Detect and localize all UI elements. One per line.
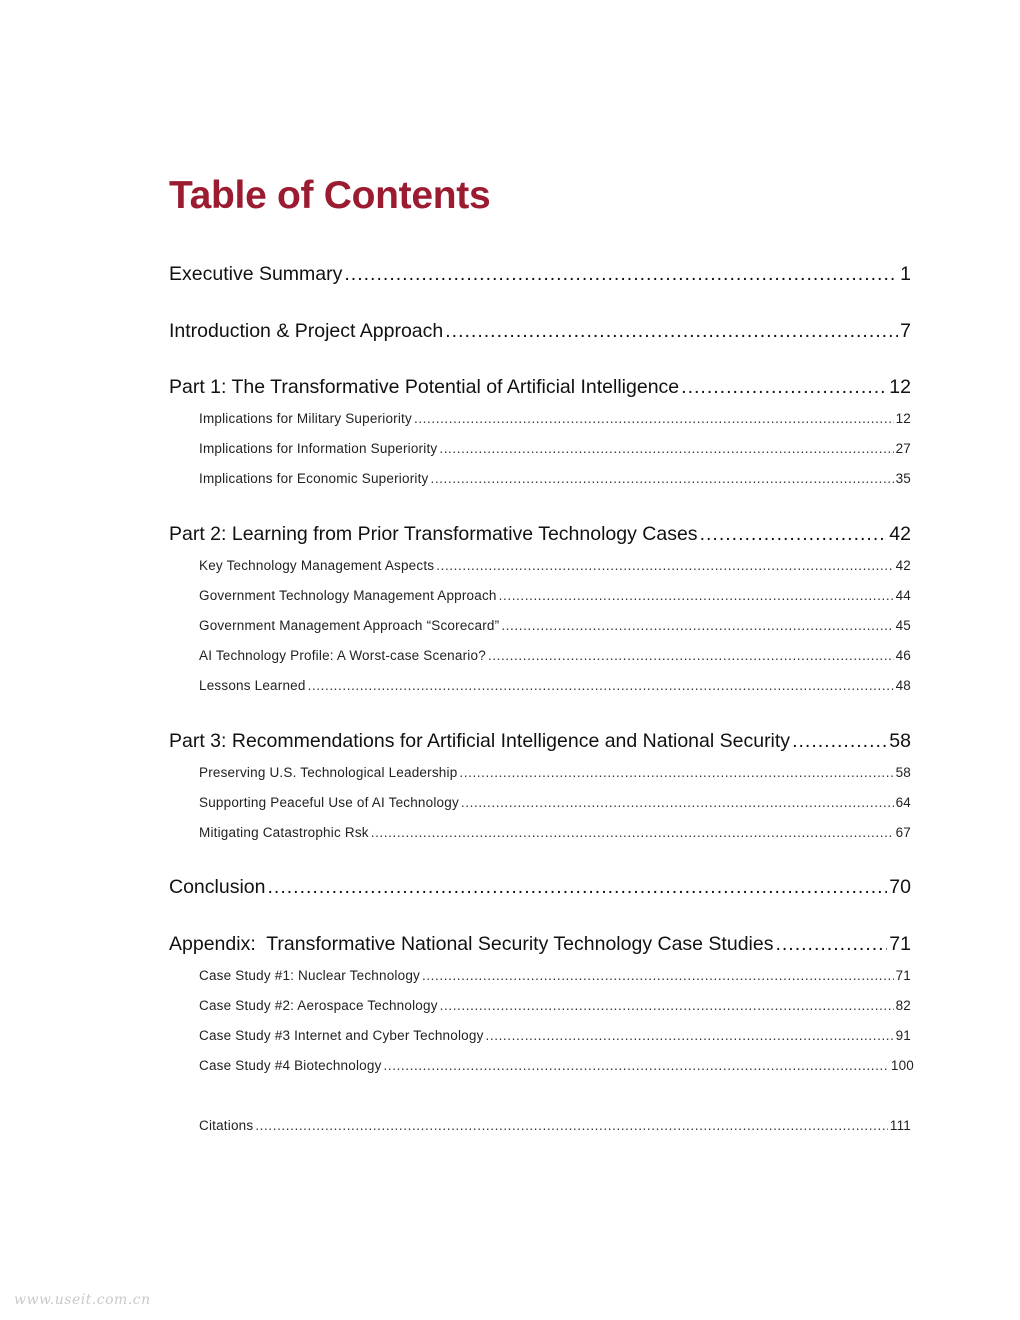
toc-entry-label: Case Study #1: Nuclear Technology <box>199 968 420 983</box>
toc-entry-label: Executive Summary <box>169 263 343 285</box>
dot-leader <box>430 469 893 489</box>
toc-subentry-aerospace[interactable] <box>199 996 911 1016</box>
toc-entry-label: Part 2: Learning from Prior Transformative Technology Cases <box>169 523 698 545</box>
toc-page-number: 58 <box>895 765 911 780</box>
toc-page-number: 71 <box>889 933 911 955</box>
toc-page-number: 70 <box>889 876 911 898</box>
dot-leader <box>267 873 887 901</box>
toc-page-number: 7 <box>900 320 911 342</box>
toc-page-number: 67 <box>895 825 911 840</box>
dot-leader <box>461 793 894 813</box>
toc-entry-label: Implications for Economic Superiority <box>199 471 429 486</box>
toc-entry-introduction[interactable] <box>169 317 911 345</box>
toc-page-number: 42 <box>895 558 911 573</box>
toc-page-number: 44 <box>895 588 911 603</box>
toc-page-number: 111 <box>889 1118 911 1133</box>
toc-entry-label: Case Study #4 Biotechnology <box>199 1058 382 1073</box>
toc-entry-label: Part 3: Recommendations for Artificial Intelligence and National Security <box>169 730 791 752</box>
toc-subentry-biotechnology[interactable] <box>199 1056 914 1076</box>
toc-page-number: 1 <box>900 263 911 285</box>
toc-subentry-military-superiority[interactable] <box>199 409 911 429</box>
dot-leader <box>681 373 887 401</box>
dot-leader <box>414 409 894 429</box>
toc-entry-label: Implications for Information Superiority <box>199 441 438 456</box>
toc-subentry-technological-leadership[interactable] <box>199 763 911 783</box>
dot-leader <box>499 586 894 606</box>
toc-page-number: 42 <box>889 523 911 545</box>
toc-entry-executive-summary[interactable] <box>169 260 911 288</box>
dot-leader <box>700 520 888 548</box>
toc-page-number: 12 <box>895 411 911 426</box>
dot-leader <box>422 966 894 986</box>
dot-leader <box>440 996 894 1016</box>
toc-page-number: 58 <box>889 730 911 752</box>
page-title: Table of Contents <box>169 174 491 217</box>
toc-entry-label: Case Study #3 Internet and Cyber Technology <box>199 1028 484 1043</box>
toc-subentry-scorecard[interactable] <box>199 616 911 636</box>
toc-page-number: 12 <box>889 376 911 398</box>
dot-leader <box>486 1026 894 1046</box>
toc-entry-label: Appendix: Transformative National Security Technology Case Studies <box>169 933 774 955</box>
dot-leader <box>792 727 887 755</box>
toc-entry-label: Key Technology Management Aspects <box>199 558 435 573</box>
toc-subentry-internet-cyber[interactable] <box>199 1026 911 1046</box>
toc-entry-conclusion[interactable] <box>169 873 911 901</box>
dot-leader <box>445 317 898 345</box>
toc-page-number: 46 <box>895 648 911 663</box>
dot-leader <box>344 260 898 288</box>
toc-subentry-peaceful-use[interactable] <box>199 793 911 813</box>
dot-leader <box>439 439 893 459</box>
dot-leader <box>501 616 893 636</box>
toc-page-number: 82 <box>895 998 911 1013</box>
toc-entry-part-1[interactable] <box>169 373 911 401</box>
toc-subentry-information-superiority[interactable] <box>199 439 911 459</box>
dot-leader <box>384 1056 889 1076</box>
toc-entry-label: Part 1: The Transformative Potential of Artificial Intelligence <box>169 376 680 398</box>
toc-entry-label: Supporting Peaceful Use of AI Technology <box>199 795 459 810</box>
toc-subentry-key-aspects[interactable] <box>199 556 911 576</box>
toc-subentry-economic-superiority[interactable] <box>199 469 911 489</box>
dot-leader <box>775 930 887 958</box>
toc-subentry-nuclear[interactable] <box>199 966 911 986</box>
dot-leader <box>436 556 893 576</box>
toc-page-number: 35 <box>895 471 911 486</box>
toc-subentry-lessons-learned[interactable] <box>199 676 911 696</box>
dot-leader <box>459 763 893 783</box>
dot-leader <box>488 646 894 666</box>
toc-page-number: 71 <box>895 968 911 983</box>
toc-subentry-worst-case[interactable] <box>199 646 911 666</box>
toc-entry-part-2[interactable] <box>169 520 911 548</box>
dot-leader <box>371 823 894 843</box>
toc-entry-label: Preserving U.S. Technological Leadership <box>199 765 458 780</box>
toc-entry-label: Government Technology Management Approach <box>199 588 497 603</box>
dot-leader <box>255 1116 888 1136</box>
toc-entry-label: Lessons Learned <box>199 678 306 693</box>
toc-entry-label: Implications for Military Superiority <box>199 411 412 426</box>
toc-entry-label: AI Technology Profile: A Worst-case Scenario? <box>199 648 486 663</box>
toc-subentry-catastrophic-risk[interactable] <box>199 823 911 843</box>
toc-page-number: 91 <box>895 1028 911 1043</box>
toc-entry-label: Government Management Approach “Scorecard” <box>199 618 500 633</box>
toc-entry-label: Introduction & Project Approach <box>169 320 444 342</box>
watermark: www.useit.com.cn <box>14 1292 151 1308</box>
toc-entry-part-3[interactable] <box>169 727 911 755</box>
toc-entry-appendix[interactable] <box>169 930 911 958</box>
dot-leader <box>308 676 894 696</box>
toc-entry-label: Conclusion <box>169 876 266 898</box>
toc-entry-label: Mitigating Catastrophic Rsk <box>199 825 369 840</box>
toc-page-number: 64 <box>895 795 911 810</box>
toc-page-number: 48 <box>895 678 911 693</box>
toc-page-number: 45 <box>895 618 911 633</box>
toc-entry-label: Case Study #2: Aerospace Technology <box>199 998 438 1013</box>
toc-entry-label: Citations <box>199 1118 254 1133</box>
toc-subentry-government-approach[interactable] <box>199 586 911 606</box>
toc-subentry-citations[interactable] <box>199 1116 911 1136</box>
toc-page-number: 27 <box>895 441 911 456</box>
toc-page-number: 100 <box>890 1058 914 1073</box>
